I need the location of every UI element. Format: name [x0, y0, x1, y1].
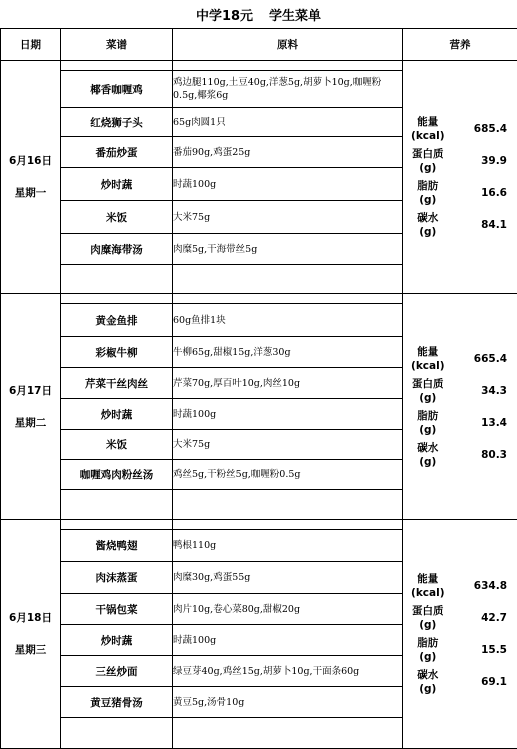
dish-cell [61, 718, 173, 749]
dish-cell [61, 490, 173, 520]
ingredients-cell: 肉片10g,卷心菜80g,甜椒20g [173, 594, 403, 625]
table-row [1, 61, 517, 71]
ingredients-cell [173, 294, 403, 304]
dish-cell: 肉沫蒸蛋 [61, 562, 173, 594]
ingredients-cell: 牛柳65g,甜椒15g,洋葱30g [173, 337, 403, 368]
nutrition-value: 665.4 [453, 353, 517, 365]
nutrition-list [403, 570, 517, 698]
nutrition-value: 84.1 [453, 219, 517, 231]
nutrition-item [403, 209, 517, 241]
ingredients-cell: 65g肉圆1只 [173, 108, 403, 137]
ingredients-cell: 鸡边腿110g,土豆40g,洋葱5g,胡萝卜10g,咖喱粉0.5g,椰浆6g [173, 71, 403, 108]
nutrition-label [403, 572, 453, 600]
header-ingredients: 原料 [173, 29, 403, 61]
nutrition-unit: (g) [403, 682, 453, 696]
nutrition-name: 碳水 [403, 668, 453, 682]
nutrition-unit: (kcal) [403, 129, 453, 143]
dish-cell: 番茄炒蛋 [61, 137, 173, 168]
nutrition-value: 16.6 [453, 187, 517, 199]
nutrition-name: 脂肪 [403, 409, 453, 423]
dish-cell: 黄豆猪骨汤 [61, 687, 173, 718]
date-label: 6月18日 [1, 602, 60, 634]
dish-cell [61, 520, 173, 530]
nutrition-label [403, 441, 453, 469]
nutrition-value: 634.8 [453, 580, 517, 592]
ingredients-cell [173, 490, 403, 520]
nutrition-label [403, 147, 453, 175]
ingredients-cell: 黄豆5g,汤骨10g [173, 687, 403, 718]
nutrition-unit: (g) [403, 455, 453, 469]
nutrition-item [403, 375, 517, 407]
nutrition-unit: (g) [403, 391, 453, 405]
nutrition-value: 39.9 [453, 155, 517, 167]
ingredients-cell: 绿豆芽40g,鸡丝15g,胡萝卜10g,干面条60g [173, 656, 403, 687]
dish-cell [61, 265, 173, 294]
nutrition-unit: (g) [403, 618, 453, 632]
nutrition-cell [403, 61, 517, 294]
header-dish: 菜谱 [61, 29, 173, 61]
header-date: 日期 [1, 29, 61, 61]
nutrition-item [403, 177, 517, 209]
nutrition-list [403, 113, 517, 241]
dish-cell [61, 294, 173, 304]
nutrition-item [403, 666, 517, 698]
ingredients-cell: 番茄90g,鸡蛋25g [173, 137, 403, 168]
nutrition-name: 脂肪 [403, 636, 453, 650]
weekday-label: 星期三 [1, 634, 60, 666]
date-cell [1, 61, 61, 294]
nutrition-item [403, 602, 517, 634]
nutrition-item [403, 634, 517, 666]
ingredients-cell: 大米75g [173, 201, 403, 234]
nutrition-label [403, 345, 453, 373]
nutrition-label [403, 604, 453, 632]
header-nutrition: 营养 [403, 29, 517, 61]
dish-cell: 芹菜干丝肉丝 [61, 368, 173, 399]
nutrition-name: 能量 [403, 115, 453, 129]
nutrition-name: 脂肪 [403, 179, 453, 193]
ingredients-cell: 时蔬100g [173, 399, 403, 430]
dish-cell: 红烧狮子头 [61, 108, 173, 137]
nutrition-list [403, 343, 517, 471]
ingredients-cell [173, 61, 403, 71]
nutrition-unit: (g) [403, 193, 453, 207]
nutrition-value: 69.1 [453, 676, 517, 688]
ingredients-cell: 鸡丝5g,干粉丝5g,咖喱粉0.5g [173, 460, 403, 490]
nutrition-unit: (g) [403, 650, 453, 664]
nutrition-unit: (kcal) [403, 586, 453, 600]
dish-cell: 米饭 [61, 201, 173, 234]
nutrition-value: 13.4 [453, 417, 517, 429]
nutrition-unit: (g) [403, 161, 453, 175]
weekday-label: 星期一 [1, 177, 60, 209]
nutrition-value: 685.4 [453, 123, 517, 135]
table-row [1, 294, 517, 304]
nutrition-name: 能量 [403, 572, 453, 586]
nutrition-value: 15.5 [453, 644, 517, 656]
dish-cell: 黄金鱼排 [61, 304, 173, 337]
nutrition-name: 蛋白质 [403, 147, 453, 161]
ingredients-cell [173, 718, 403, 749]
menu-body [1, 61, 517, 749]
nutrition-unit: (g) [403, 225, 453, 239]
header-row [1, 29, 517, 61]
nutrition-item [403, 439, 517, 471]
ingredients-cell: 大米75g [173, 430, 403, 460]
nutrition-label [403, 377, 453, 405]
date-cell [1, 294, 61, 520]
dish-cell: 椰香咖喱鸡 [61, 71, 173, 108]
ingredients-cell [173, 520, 403, 530]
dish-cell: 炒时蔬 [61, 399, 173, 430]
nutrition-value: 34.3 [453, 385, 517, 397]
dish-cell: 炒时蔬 [61, 168, 173, 201]
nutrition-label [403, 211, 453, 239]
nutrition-item [403, 343, 517, 375]
ingredients-cell: 时蔬100g [173, 625, 403, 656]
ingredients-cell: 肉糜5g,干海带丝5g [173, 234, 403, 265]
date-cell [1, 520, 61, 749]
nutrition-unit: (g) [403, 423, 453, 437]
nutrition-cell [403, 520, 517, 749]
dish-cell: 酱烧鸭翅 [61, 530, 173, 562]
dish-cell: 炒时蔬 [61, 625, 173, 656]
nutrition-value: 80.3 [453, 449, 517, 461]
weekday-label: 星期二 [1, 407, 60, 439]
nutrition-cell [403, 294, 517, 520]
ingredients-cell [173, 265, 403, 294]
nutrition-name: 蛋白质 [403, 377, 453, 391]
page-title [0, 0, 517, 28]
date-label: 6月16日 [1, 145, 60, 177]
nutrition-name: 碳水 [403, 211, 453, 225]
dish-cell: 咖喱鸡肉粉丝汤 [61, 460, 173, 490]
nutrition-item [403, 145, 517, 177]
nutrition-name: 蛋白质 [403, 604, 453, 618]
nutrition-label [403, 636, 453, 664]
nutrition-name: 能量 [403, 345, 453, 359]
nutrition-item [403, 407, 517, 439]
ingredients-cell: 鸭根110g [173, 530, 403, 562]
title-school: 中学18元 [196, 5, 253, 24]
table-row [1, 520, 517, 530]
menu-table [0, 28, 517, 749]
title-menu: 学生菜单 [269, 5, 321, 24]
nutrition-label [403, 115, 453, 143]
nutrition-unit: (kcal) [403, 359, 453, 373]
nutrition-item [403, 570, 517, 602]
ingredients-cell: 芹菜70g,厚百叶10g,肉丝10g [173, 368, 403, 399]
ingredients-cell: 60g鱼排1块 [173, 304, 403, 337]
dish-cell: 彩椒牛柳 [61, 337, 173, 368]
dish-cell: 干锅包菜 [61, 594, 173, 625]
ingredients-cell: 肉糜30g,鸡蛋55g [173, 562, 403, 594]
nutrition-item [403, 113, 517, 145]
nutrition-name: 碳水 [403, 441, 453, 455]
nutrition-label [403, 409, 453, 437]
dish-cell: 米饭 [61, 430, 173, 460]
dish-cell: 肉糜海带汤 [61, 234, 173, 265]
date-label: 6月17日 [1, 375, 60, 407]
dish-cell [61, 61, 173, 71]
dish-cell: 三丝炒面 [61, 656, 173, 687]
nutrition-label [403, 668, 453, 696]
nutrition-value: 42.7 [453, 612, 517, 624]
nutrition-label [403, 179, 453, 207]
ingredients-cell: 时蔬100g [173, 168, 403, 201]
